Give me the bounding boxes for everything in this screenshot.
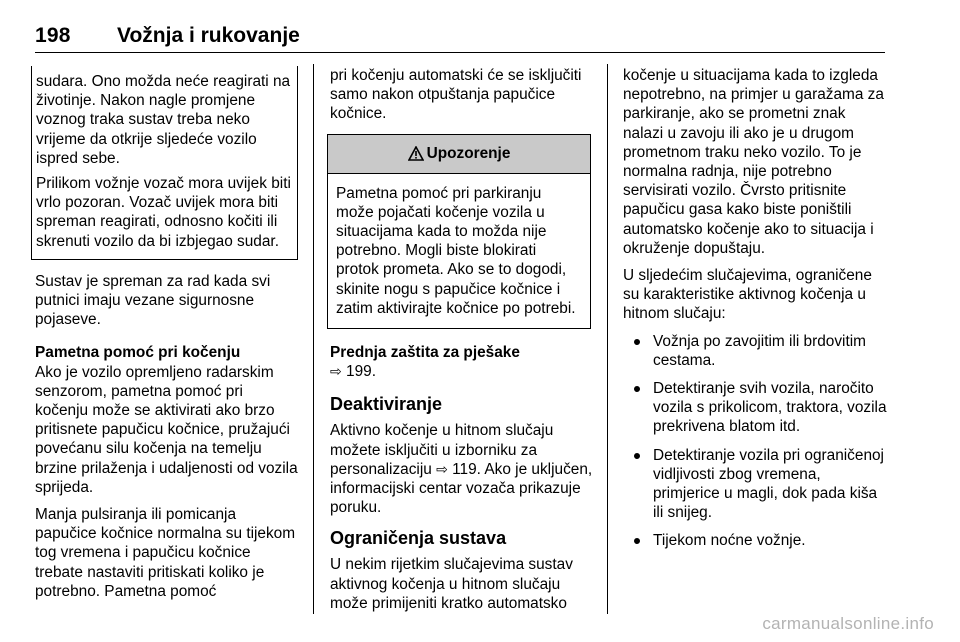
reference-page[interactable]: 119 <box>452 460 477 478</box>
paragraph: Manja pulsiranja ili pomicanja papučice kočnice normalna su tijekom tog vremena i papučicu kočnice trebate nastaviti pritiskati koliko je potrebno. Pametna pomoć <box>35 506 296 600</box>
box-paragraph: Prilikom vožnje vozač mora uvijek biti vrlo pozoran. Vozač uvijek mora biti spreman reagirati, odnosno kočiti ili skrenuti vozilo da bi izbjegao sudar. <box>36 175 291 250</box>
continued-warning-box <box>31 66 298 260</box>
limitations-list <box>623 332 888 551</box>
paragraph: pri kočenju automatski će se isključiti samo nakon otpuštanja papučice kočnice. <box>330 67 582 123</box>
warning-header <box>328 135 590 174</box>
reference-arrow-icon: ⇨ <box>330 363 342 380</box>
column-divider <box>313 64 314 614</box>
column-divider <box>607 64 608 614</box>
page-title: Vožnja i rukovanje <box>117 24 300 47</box>
warning-text: Pametna pomoć pri parkiranju može pojačati kočenje vozila u situacijama kada to možda nije potrebno. Mogli biste blokirati protok prometa. Ako se to dogodi, skinite nogu s papučice kočnice i zatim aktivirajte kočnice po potrebi. <box>336 184 576 317</box>
watermark: carmanualsonline.info <box>762 614 934 633</box>
section-heading-deactivate: Deaktiviranje <box>330 394 443 415</box>
paragraph: U nekim rijetkim slučajevima sustav aktivnog kočenja u hitnom slučaju može primijeniti kratko automatsko <box>330 556 573 612</box>
section-subheading: Prednja zaštita za pješake <box>330 344 520 362</box>
list-item: Tijekom noćne vožnje. <box>623 531 888 550</box>
reference-arrow-icon: ⇨ <box>436 460 448 477</box>
list-item: Vožnja po zavojitim ili brdovitim cestama. <box>623 332 888 370</box>
list-item: Detektiranje vozila pri ograničenoj vidljivosti zbog vremena, primjerice u magli, dok pada kiša ili snijeg. <box>623 446 888 523</box>
section-subheading: Pametna pomoć pri kočenju <box>35 344 241 362</box>
paragraph: Sustav je spreman za rad kada svi putnici imaju vezane sigurnosne pojaseve. <box>35 272 271 329</box>
cross-reference[interactable] <box>330 362 593 381</box>
page-number: 198 <box>35 24 71 47</box>
reference-page: 199. <box>346 363 376 381</box>
warning-triangle-icon <box>408 146 424 161</box>
paragraph-text: . Ako je uključen, informacijski centar vozača prikazuje poruku. <box>330 460 593 517</box>
column-2 <box>330 66 593 621</box>
paragraph: Ako je vozilo opremljeno radarskim senzorom, pametna pomoć pri kočenju može se aktivirati ako brzo pritisnete papučicu kočnice, pružajući povećanu silu kočenja na temelju brzine prilaženja i udaljenosti od vozila sprijeda. <box>35 363 298 496</box>
column-3 <box>623 66 888 560</box>
page-header <box>35 24 885 53</box>
paragraph-text: Aktivno kočenje u hitnom slučaju možete isključiti u izborniku za personalizaciju <box>330 422 554 478</box>
column-1 <box>35 66 298 609</box>
list-item: Detektiranje svih vozila, naročito vozila s prikolicom, traktora, vozila prekrivena blatom itd. <box>623 379 888 437</box>
section-heading-limits: Ograničenja sustava <box>330 528 507 549</box>
paragraph <box>330 421 593 517</box>
paragraph: U sljedećim slučajevima, ograničene su karakteristike aktivnog kočenja u hitnom slučaju: <box>623 267 872 323</box>
paragraph: kočenje u situacijama kada to izgleda nepotrebno, na primjer u garažama za parkiranje, ako se prometni znak nalazi u zavoju ili ako je u drugom prometnom traku neko vozilo. To je normalna radnja, nije potrebno servisirati vozilo. Čvrsto pritisnite papučicu gasa kako biste poništili automatsko kočenje ako to situacija i okruženje dopuštaju. <box>623 67 884 257</box>
box-paragraph: sudara. Ono možda neće reagirati na životinje. Nakon nagle promjene voznog traka sustav treba neko vrijeme da otkrije sljedeće vozilo ispred sebe. <box>36 73 291 167</box>
warning-box <box>327 134 591 329</box>
warning-title: Upozorenje <box>426 145 511 162</box>
